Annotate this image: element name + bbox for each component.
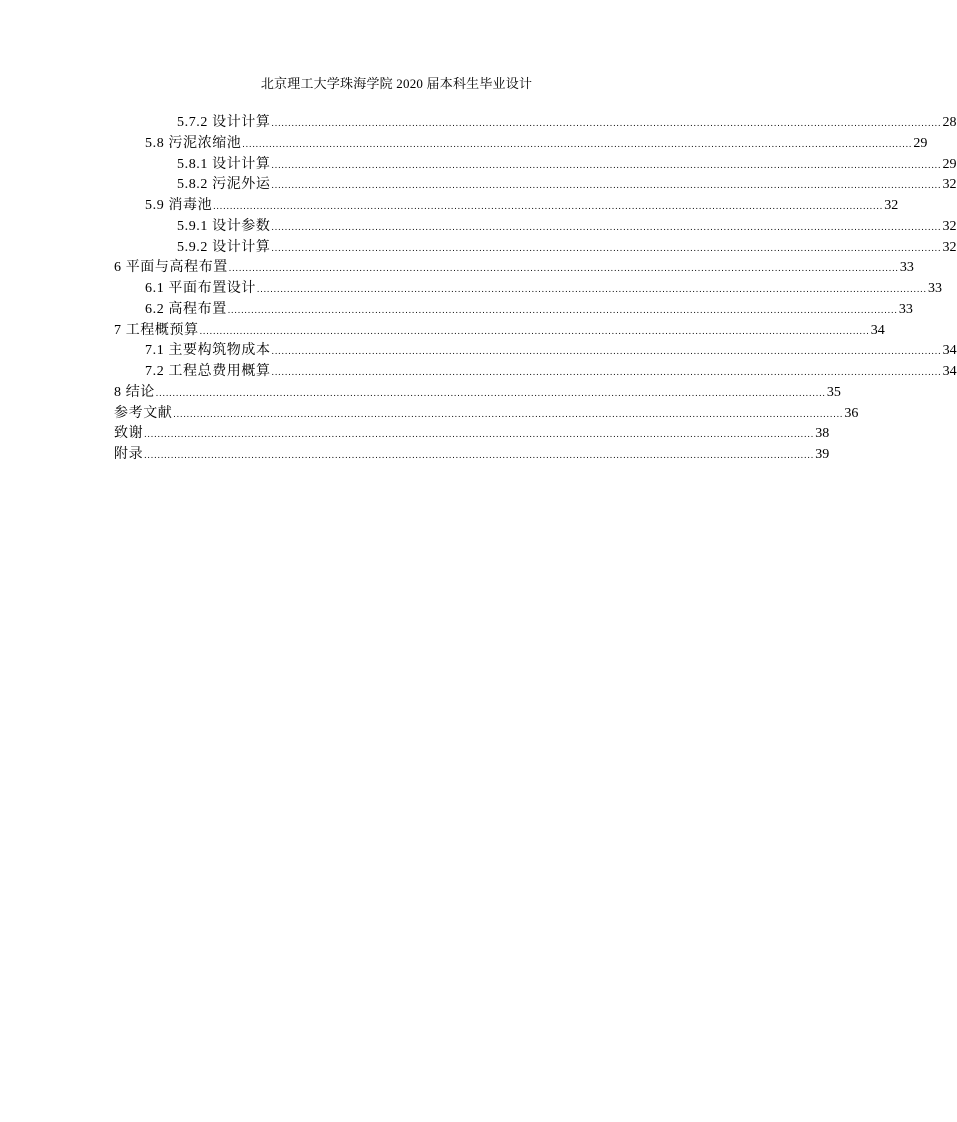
- toc-entry-title: 5.8 污泥浓缩池: [145, 135, 242, 151]
- toc-entry-title: 6.2 高程布置: [145, 301, 227, 317]
- toc-entry[interactable]: [114, 404, 859, 425]
- toc-entry-page: 32: [942, 177, 957, 193]
- toc-entry[interactable]: [114, 217, 957, 238]
- toc-entry-page: 29: [942, 156, 957, 172]
- toc-leader-dots: ........................................................................................................................................................................................................: [271, 367, 942, 377]
- toc-entry[interactable]: [114, 321, 885, 342]
- toc-entry-page: 29: [913, 135, 928, 151]
- toc-leader-dots: ........................................................................................................................................................................................................: [228, 263, 899, 274]
- toc-entry-title: 7 工程概预算: [114, 322, 199, 338]
- toc-entry-title: 5.9 消毒池: [145, 198, 213, 213]
- table-of-contents: [114, 113, 957, 466]
- toc-leader-dots: ........................................................................................................................................................................................................: [144, 429, 815, 440]
- toc-entry-page: 32: [942, 218, 957, 234]
- toc-entry[interactable]: [114, 424, 830, 445]
- toc-entry[interactable]: [114, 362, 957, 383]
- toc-leader-dots: ........................................................................................................................................................................................................: [271, 242, 942, 253]
- toc-entry[interactable]: [114, 113, 957, 134]
- toc-entry[interactable]: [114, 155, 957, 176]
- toc-entry[interactable]: [114, 279, 942, 300]
- toc-entry-title: 附录: [114, 447, 144, 462]
- toc-entry-page: 34: [870, 322, 885, 338]
- toc-leader-dots: ........................................................................................................................................................................................................: [155, 387, 826, 398]
- toc-entry-page: 33: [898, 301, 913, 317]
- toc-entry-title: 5.9.2 设计计算: [177, 239, 271, 255]
- toc-entry[interactable]: [114, 175, 957, 196]
- toc-leader-dots: ........................................................................................................................................................................................................: [271, 159, 942, 170]
- toc-entry-page: 35: [826, 384, 841, 400]
- toc-entry-title: 8 结论: [114, 384, 155, 400]
- toc-entry-title: 参考文献: [114, 405, 173, 421]
- toc-entry-page: 32: [884, 198, 899, 213]
- toc-leader-dots: ........................................................................................................................................................................................................: [271, 221, 942, 232]
- toc-entry-title: 7.2 工程总费用概算: [145, 364, 271, 379]
- toc-leader-dots: ........................................................................................................................................................................................................: [213, 201, 884, 211]
- toc-leader-dots: ........................................................................................................................................................................................................: [271, 180, 942, 191]
- toc-entry-title: 5.7.2 设计计算: [177, 115, 271, 130]
- toc-leader-dots: ........................................................................................................................................................................................................: [242, 138, 913, 149]
- toc-entry-title: 6.1 平面布置设计: [145, 281, 256, 296]
- toc-entry[interactable]: [114, 341, 957, 362]
- toc-leader-dots: ........................................................................................................................................................................................................: [271, 346, 942, 357]
- toc-entry-page: 39: [815, 447, 830, 462]
- toc-leader-dots: ........................................................................................................................................................................................................: [227, 304, 898, 315]
- toc-entry-title: 5.8.1 设计计算: [177, 156, 271, 172]
- toc-entry-title: 致谢: [114, 426, 144, 442]
- toc-entry-page: 38: [815, 426, 830, 442]
- toc-entry-page: 34: [942, 343, 957, 359]
- toc-entry-page: 36: [844, 405, 859, 421]
- toc-entry[interactable]: [114, 300, 913, 321]
- toc-leader-dots: ........................................................................................................................................................................................................: [257, 284, 927, 294]
- toc-entry[interactable]: [114, 134, 928, 155]
- toc-leader-dots: ........................................................................................................................................................................................................: [144, 450, 815, 460]
- page-header: 北京理工大学珠海学院 2020 届本科生毕业设计: [260, 76, 533, 91]
- toc-entry-page: 33: [928, 281, 942, 296]
- toc-entry-page: 28: [942, 115, 957, 130]
- toc-entry[interactable]: [114, 238, 957, 259]
- toc-entry[interactable]: [114, 196, 899, 217]
- toc-entry-title: 5.9.1 设计参数: [177, 218, 271, 234]
- toc-entry-page: 33: [899, 260, 914, 276]
- toc-entry-page: 34: [942, 364, 957, 379]
- toc-entry[interactable]: [114, 383, 841, 404]
- toc-leader-dots: ........................................................................................................................................................................................................: [271, 118, 942, 128]
- toc-leader-dots: ........................................................................................................................................................................................................: [173, 408, 844, 419]
- toc-entry-page: 32: [942, 239, 957, 255]
- toc-entry-title: 5.8.2 污泥外运: [177, 177, 271, 193]
- toc-leader-dots: ........................................................................................................................................................................................................: [199, 325, 870, 336]
- toc-entry[interactable]: [114, 445, 830, 466]
- toc-entry-title: 6 平面与高程布置: [114, 260, 228, 276]
- toc-entry[interactable]: [114, 258, 914, 279]
- toc-entry-title: 7.1 主要构筑物成本: [145, 343, 271, 359]
